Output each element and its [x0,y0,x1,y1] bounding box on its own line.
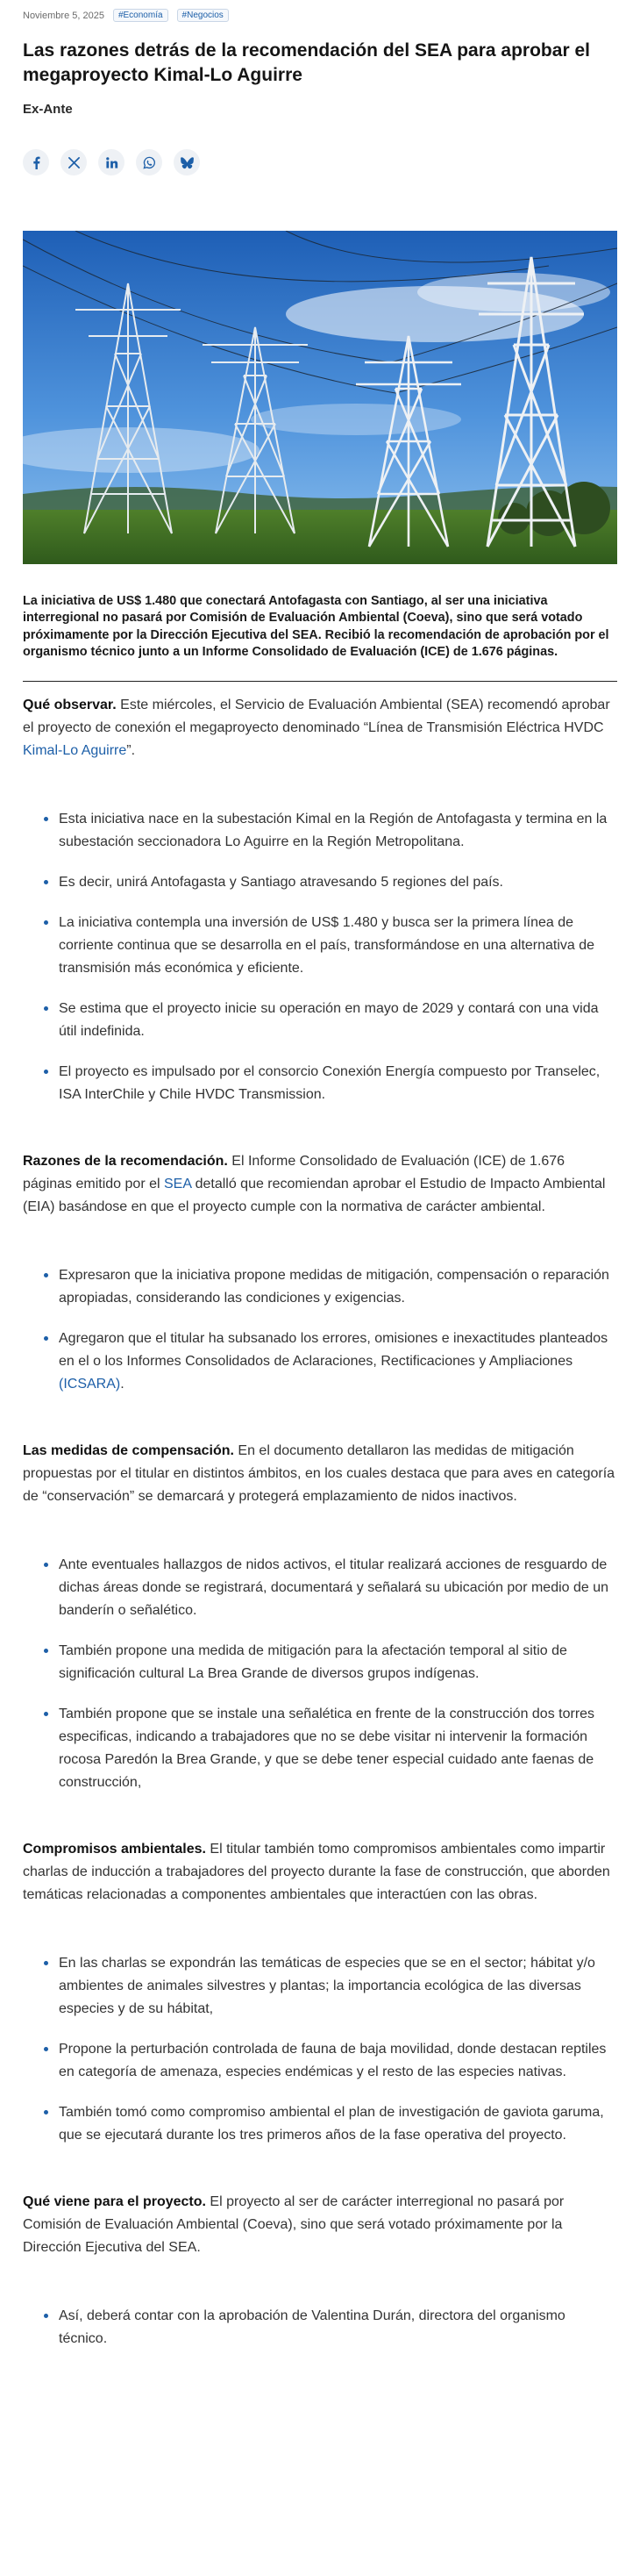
list-item: Así, deberá contar con la aprobación de Valentina Durán, directora del organismo técnico. [44,2305,614,2351]
list-item: La iniciativa contempla una inversión de US$ 1.480 y busca ser la primera línea de corriente continua que se desarrolla en el país, transformándose en una alternativa de transmisión más económica y eficiente. [44,912,614,980]
article-title: Las razones detrás de la recomendación del SEA para aprobar el megaproyecto Kimal-Lo Aguirre [23,40,590,85]
list-item: Expresaron que la iniciativa propone medidas de mitigación, compensación o reparación apropiadas, considerando las condiciones y exigencias. [44,1264,614,1310]
kimal-lo-aguirre-link[interactable]: Kimal-Lo Aguirre [23,742,127,758]
list-item: También propone que se instale una señalética en frente de la construcción dos torres especificas, indicando a trabajadores que no se debe visitar ni intervenir la formación rocosa Paredón la Brea Grande, y que se debe tener especial cuidado ante faenas de construcción, [44,1703,614,1794]
tag-negocios[interactable]: #Negocios [177,9,229,22]
x-share-button[interactable] [60,149,87,175]
bluesky-icon [181,156,194,169]
sea-link[interactable]: SEA [163,1176,192,1191]
share-bar [23,149,617,175]
list-item: Se estima que el proyecto inicie su operación en mayo de 2029 y contará con una vida útil indefinida. [44,998,614,1043]
hero-image [23,231,617,564]
section-que-viene: Qué viene para el proyecto. El proyecto al ser de carácter interregional no pasará por Comisión de Evaluación Ambiental (Coeva), sino que será votado próximamente por la Dirección Ejecutiva del SEA. [23,2193,565,2255]
bullet-list-que-viene [44,2305,614,2351]
facebook-icon [30,156,43,169]
section-heading: Compromisos ambientales. [23,1841,206,1857]
whatsapp-icon [143,156,156,169]
section-que-observar: Qué observar. Este miércoles, el Servicio de Evaluación Ambiental (SEA) recomendó aprobar el proyecto de conexión el megaproyecto denominado “Línea de Transmisión Eléctrica HVDC Kimal-Lo Aguirre”. [23,697,610,758]
section-medidas-compensacion: Las medidas de compensación. En el documento detallaron las medidas de mitigación propuestas por el titular en distintos ámbitos, en los cuales destaca que para aves en categoría de “conservación” se demarcará y protegerá emplazamiento de nidos inactivos. [23,1442,615,1504]
power-towers-photo [23,231,617,564]
bullet-list-medidas [44,1554,614,1794]
facebook-share-button[interactable] [23,149,49,175]
list-item: Esta iniciativa nace en la subestación Kimal en la Región de Antofagasta y termina en la subestación seccionadora Lo Aguirre en la Región Metropolitana. [44,808,614,854]
bullet-list-razones [44,1264,614,1396]
linkedin-share-button[interactable] [98,149,124,175]
list-item: En las charlas se expondrán las temáticas de especies que se en el sector; hábitat y/o ambientes de animales silvestres y plantas; la importancia ecológica de las diversas especies y de su hábitat, [44,1952,614,2021]
bluesky-share-button[interactable] [174,149,200,175]
list-item: Es decir, unirá Antofagasta y Santiago atravesando 5 regiones del país. [44,871,614,894]
whatsapp-share-button[interactable] [136,149,162,175]
list-item: Propone la perturbación controlada de fauna de baja movilidad, donde destacan reptiles en categoría de amenaza, especies endémicas y el resto de las especies nativas. [44,2038,614,2084]
tag-economia[interactable]: #Economía [113,9,168,22]
article-meta [23,0,617,23]
bullet-list-que-observar [44,808,614,1106]
section-heading: Razones de la recomendación. [23,1153,228,1169]
list-item: Ante eventuales hallazgos de nidos activos, el titular realizará acciones de resguardo de dichas áreas donde se registrará, documentará y señalará su ubicación por medio de un banderín o señalético. [44,1554,614,1622]
section-heading: Qué observar. [23,697,117,712]
list-item: También tomó como compromiso ambiental el plan de investigación de gaviota garuma, que se ejecutará durante los tres primeros años de la fase operativa del proyecto. [44,2101,614,2147]
section-heading: Qué viene para el proyecto. [23,2193,206,2209]
bullet-list-compromisos [44,1952,614,2147]
article-lead: La iniciativa de US$ 1.480 que conectará Antofagasta con Santiago, al ser una iniciativa interregional no pasará por Comisión de Evaluación Ambiental (Coeva), sino que será votado próximamente por la Dirección Ejecutiva del SEA. Recibió la recomendación de aprobación por el organismo técnico junto a un Informe Consolidado de Evaluación (ICE) de 1.676 páginas. [23,593,617,682]
section-razones: Razones de la recomendación. El Informe Consolidado de Evaluación (ICE) de 1.676 páginas emitido por el SEA detalló que recomiendan aprobar el Estudio de Impacto Ambiental (EIA) basándose en que el proyecto cumple con la normativa de carácter ambiental. [23,1153,606,1214]
icsara-link[interactable]: (ICSARA) [59,1376,121,1392]
x-icon [68,156,81,169]
publish-date: Noviembre 5, 2025 [23,10,104,21]
section-heading: Las medidas de compensación. [23,1442,234,1458]
article-author[interactable]: Ex-Ante [23,102,73,117]
section-compromisos-ambientales: Compromisos ambientales. El titular también tomo compromisos ambientales como impartir charlas de inducción a trabajadores del proyecto durante la fase de construcción, que aborden temáticas relacionadas a componentes ambientales que interactúen con las obras. [23,1841,610,1902]
linkedin-icon [105,156,118,169]
list-item: El proyecto es impulsado por el consorcio Conexión Energía compuesto por Transelec, ISA InterChile y Chile HVDC Transmission. [44,1061,614,1106]
list-item: También propone una medida de mitigación para la afectación temporal al sitio de significación cultural La Brea Grande de diversos grupos indígenas. [44,1640,614,1685]
list-item: Agregaron que el titular ha subsanado los errores, omisiones e inexactitudes planteados en el o los Informes Consolidados de Aclaraciones, Rectificaciones y Ampliaciones (ICSARA). [44,1327,614,1396]
